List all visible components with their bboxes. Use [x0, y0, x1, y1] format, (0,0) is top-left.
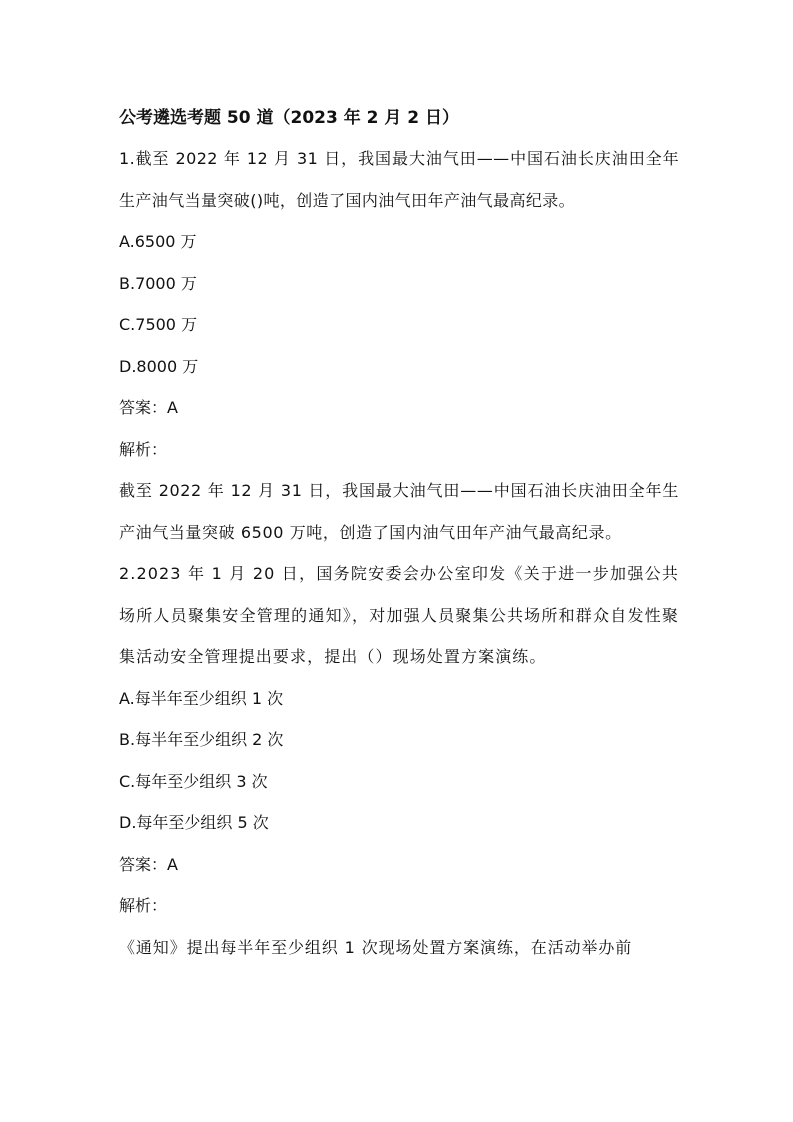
question-2-analysis-label: 解析： [119, 896, 168, 915]
question-2-stem: 2.2023 年 1 月 20 日，国务院安委会办公室印发《关于进一步加强公共场所人员聚集安全管理的通知》，对加强人员聚集公共场所和群众自发性聚集活动安全管理提出要求，提出（）现场处置方案演练。 [119, 564, 679, 666]
document-content [119, 98, 679, 968]
question-1-analysis: 截至 2022 年 12 月 31 日，我国最大油气田——中国石油长庆油田全年生产油气当量突破 6500 万吨，创造了国内油气田年产油气最高纪录。 [119, 481, 679, 542]
question-1-stem: 1.截至 2022 年 12 月 31 日，我国最大油气田——中国石油长庆油田全年生产油气当量突破()吨，创造了国内油气田年产油气最高纪录。 [119, 149, 679, 210]
question-2-analysis: 《通知》提出每半年至少组织 1 次现场处置方案演练，在活动举办前 [119, 937, 633, 957]
question-1-option-c: C.7500 万 [119, 315, 198, 334]
question-2-answer: 答案：A [119, 854, 178, 874]
question-1-answer: 答案：A [119, 398, 178, 417]
question-1-option-d: D.8000 万 [119, 356, 199, 376]
question-1-option-b: B.7000 万 [119, 273, 197, 293]
question-2-option-c: C.每年至少组织 3 次 [119, 771, 268, 791]
document-title: 公考遴选考题 50 道（2023 年 2 月 2 日） [119, 108, 460, 128]
question-2-option-b: B.每半年至少组织 2 次 [119, 730, 284, 749]
question-1 [119, 138, 679, 553]
question-1-analysis-label: 解析： [119, 439, 168, 459]
question-1-option-a: A.6500 万 [119, 232, 197, 251]
question-2 [119, 553, 679, 968]
question-2-option-a: A.每半年至少组织 1 次 [119, 688, 284, 708]
question-2-option-d: D.每年至少组织 5 次 [119, 813, 269, 832]
